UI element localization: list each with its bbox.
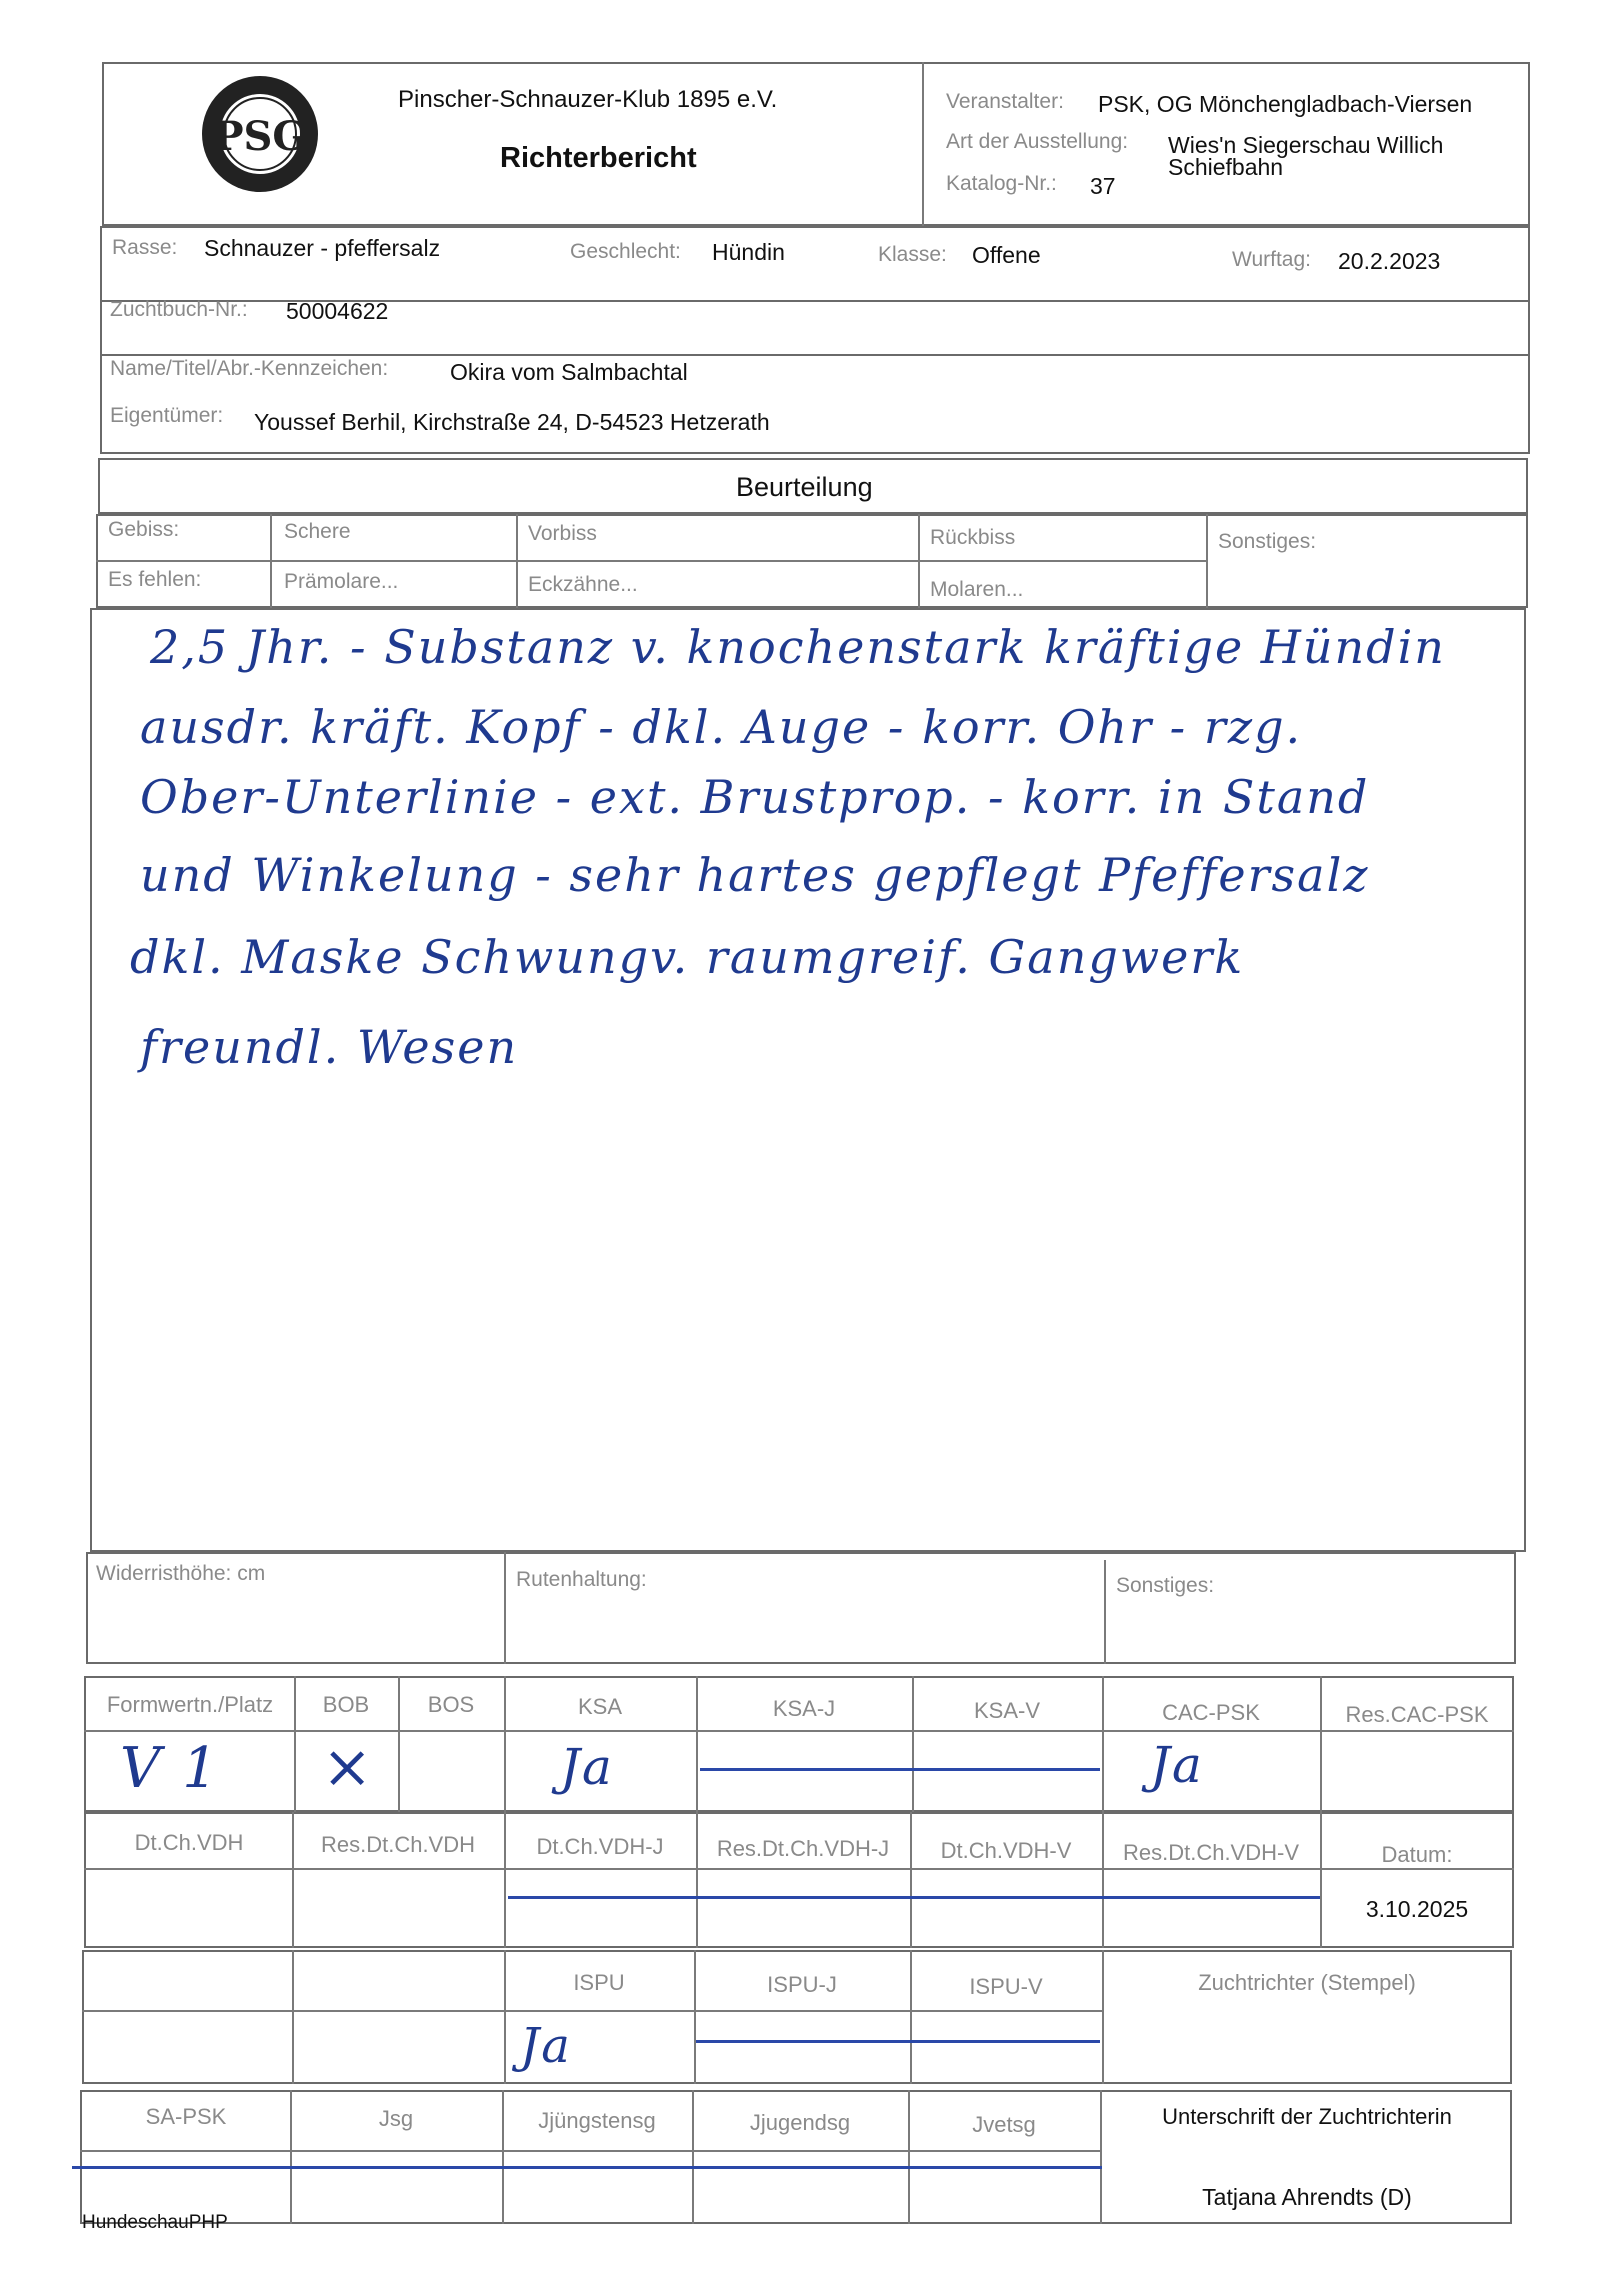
club-logo	[198, 72, 322, 196]
header-ksa: KSA	[577, 1694, 623, 1719]
veranstalter-label: Veranstalter:	[946, 90, 1064, 113]
praemolare-label: Prämolare...	[284, 570, 399, 593]
report-title: Richterbericht	[500, 142, 697, 174]
gebiss-label: Gebiss:	[108, 518, 180, 541]
header-ispu-j: ISPU-J	[767, 1972, 837, 1997]
header-jjuengstensg: Jjüngstensg	[538, 2108, 656, 2133]
handwritten-line-4: und Winkelung - sehr hartes gepflegt Pfeffersalz	[140, 848, 1370, 902]
header-dt-ch-vdh-v: Dt.Ch.VDH-V	[940, 1838, 1072, 1863]
header-ispu: ISPU	[573, 1970, 625, 1995]
vorbiss-label: Vorbiss	[528, 522, 597, 545]
rutenhaltung-label: Rutenhaltung:	[516, 1568, 647, 1591]
header-datum: Datum:	[1381, 1842, 1453, 1867]
wurftag-label: Wurftag:	[1232, 248, 1311, 271]
rasse-value: Schnauzer - pfeffersalz	[204, 235, 441, 261]
signature-label: Unterschrift der Zuchtrichterin	[1162, 2104, 1452, 2129]
handwritten-line-2: ausdr. kräft. Kopf - dkl. Auge - korr. Ohr - rzg.	[140, 700, 1303, 754]
rueckbiss-label: Rückbiss	[930, 526, 1016, 549]
zuchtbuch-value: 50004622	[286, 298, 389, 324]
handwritten-line-6: freundl. Wesen	[140, 1020, 519, 1074]
schere-label: Schere	[284, 520, 351, 543]
geschlecht-label: Geschlecht:	[570, 240, 681, 263]
judge-name: Tatjana Ahrendts (D)	[1202, 2184, 1412, 2210]
header-bos: BOS	[427, 1692, 475, 1717]
handwritten-line-1: 2,5 Jhr. - Substanz v. knochenstark kräftige Hündin	[150, 620, 1446, 674]
header-formwert: Formwertn./Platz	[106, 1692, 274, 1717]
katalog-value: 37	[1090, 173, 1116, 199]
handwritten-line-3: Ober-Unterlinie - ext. Brustprop. - korr. in Stand	[140, 770, 1370, 824]
beurteilung-title: Beurteilung	[736, 472, 873, 502]
geschlecht-value: Hündin	[712, 239, 785, 265]
header-cac-psk: CAC-PSK	[1162, 1700, 1260, 1725]
es-fehlen-label: Es fehlen:	[108, 568, 202, 591]
widerrist-label: Widerristhöhe: cm	[96, 1562, 266, 1585]
eigentuemer-label: Eigentümer:	[110, 404, 224, 427]
mark-bob: ×	[322, 1732, 375, 1802]
sonstiges-teeth-label: Sonstiges:	[1218, 530, 1317, 553]
katalog-label: Katalog-Nr.:	[946, 172, 1057, 195]
mark-formwert: V 1	[120, 1736, 220, 1801]
ausstellung-value-1: Wies'n Siegerschau Willich	[1168, 132, 1444, 158]
header-ksa-v: KSA-V	[973, 1698, 1041, 1723]
ausstellung-label: Art der Ausstellung:	[946, 130, 1129, 153]
mark-ksa: Ja	[560, 1738, 614, 1796]
molaren-label: Molaren...	[930, 578, 1024, 601]
measurement-row	[86, 1552, 1516, 1664]
wurftag-value: 20.2.2023	[1338, 248, 1441, 274]
mark-cac-psk: Ja	[1150, 1736, 1204, 1794]
header-ksa-j: KSA-J	[772, 1696, 836, 1721]
klasse-label: Klasse:	[878, 243, 947, 266]
header-jvetsg: Jvetsg	[972, 2112, 1036, 2137]
handwritten-line-5: dkl. Maske Schwungv. raumgreif. Gangwerk	[130, 930, 1245, 984]
header-bob: BOB	[322, 1692, 370, 1717]
eckzaehne-label: Eckzähne...	[528, 573, 638, 596]
rasse-label: Rasse:	[112, 236, 178, 259]
eigentuemer-value: Youssef Berhil, Kirchstraße 24, D-54523 Hetzerath	[254, 409, 770, 435]
header-res-dt-ch-vdh-v: Res.Dt.Ch.VDH-V	[1122, 1840, 1300, 1865]
ausstellung-value-2: Schiefbahn	[1168, 154, 1284, 180]
header-jjugendsg: Jjugendsg	[749, 2110, 851, 2135]
header-sa-psk: SA-PSK	[145, 2104, 227, 2129]
header-ispu-v: ISPU-V	[969, 1974, 1043, 1999]
name-value: Okira vom Salmbachtal	[450, 359, 688, 385]
mark-ispu: Ja	[520, 2018, 572, 2074]
datum-value: 3.10.2025	[1365, 1896, 1469, 1922]
header-res-dt-ch-vdh-j: Res.Dt.Ch.VDH-J	[716, 1836, 890, 1861]
name-label: Name/Titel/Abr.-Kennzeichen:	[110, 357, 389, 380]
veranstalter-value: PSK, OG Mönchengladbach-Viersen	[1098, 91, 1473, 117]
header-jsg: Jsg	[378, 2106, 414, 2131]
header-dt-ch-vdh-j: Dt.Ch.VDH-J	[536, 1834, 664, 1859]
header-res-dt-ch-vdh: Res.Dt.Ch.VDH	[320, 1832, 476, 1857]
logo-letters: PSG	[213, 113, 307, 160]
footer-brand: HundeschauPHP	[82, 2212, 228, 2233]
header-res-cac-psk: Res.CAC-PSK	[1345, 1702, 1489, 1727]
club-name: Pinscher-Schnauzer-Klub 1895 e.V.	[398, 86, 778, 113]
header-dt-ch-vdh: Dt.Ch.VDH	[134, 1830, 244, 1855]
header-zuchtrichter-stempel: Zuchtrichter (Stempel)	[1198, 1970, 1416, 1995]
klasse-value: Offene	[972, 242, 1041, 268]
sonstiges-measure-label: Sonstiges:	[1116, 1574, 1215, 1597]
zuchtbuch-label: Zuchtbuch-Nr.:	[110, 298, 248, 321]
